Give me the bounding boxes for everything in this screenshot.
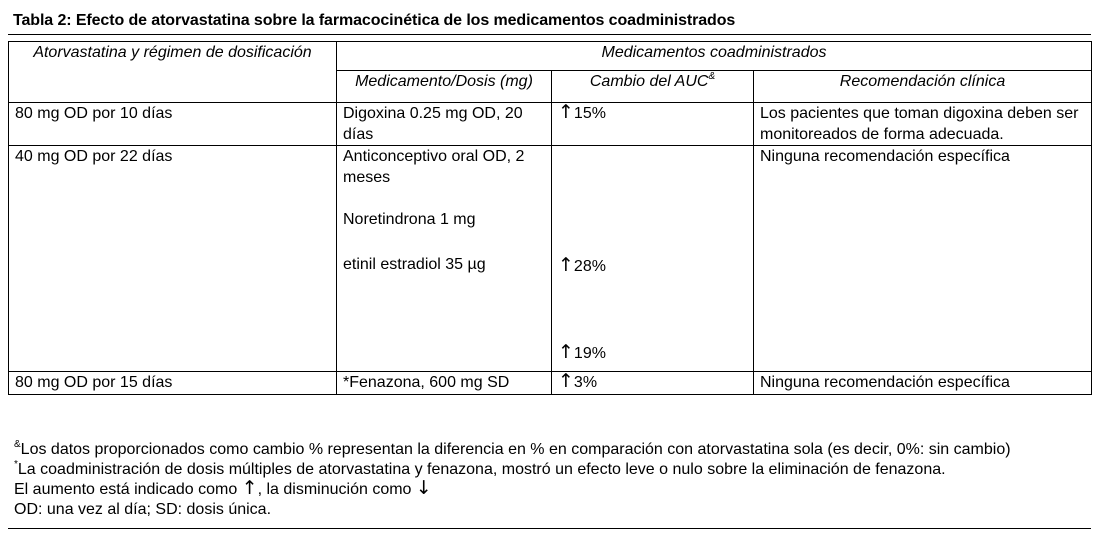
table-row	[9, 146, 1092, 372]
header-regimen: Atorvastatina y régimen de dosificación	[9, 42, 337, 103]
recommendation-cell: Ninguna recomendación específica	[754, 372, 1092, 395]
footnote-auc-marker: &	[14, 439, 21, 450]
auc-value: 15%	[573, 105, 606, 122]
table-title: Tabla 2: Efecto de atorvastatina sobre la farmacocinética de los medicamentos coadministrados	[13, 12, 736, 29]
footnote-abbreviations: OD: una vez al día; SD: dosis única.	[14, 501, 272, 518]
auc-line	[558, 343, 747, 364]
pharmacokinetics-table	[8, 41, 1092, 395]
arrow-up-icon: ↑	[558, 341, 574, 363]
header-drug-dose: Medicamento/Dosis (mg)	[337, 71, 552, 103]
auc-value: 3%	[573, 374, 598, 391]
regimen-cell: 80 mg OD por 10 días	[9, 103, 337, 146]
header-coadministered: Medicamentos coadministrados	[337, 42, 1092, 71]
auc-value: 19%	[573, 345, 606, 362]
auc-cell	[552, 103, 754, 146]
auc-line	[558, 256, 747, 277]
arrow-up-icon: ↑	[558, 370, 574, 392]
auc-value: 28%	[573, 258, 606, 275]
top-rule	[8, 34, 1091, 35]
regimen-cell: 40 mg OD por 22 días	[9, 146, 337, 372]
recommendation-cell: Los pacientes que toman digoxina deben ser monitoreados de forma adecuada.	[754, 103, 1092, 146]
table-footnotes	[14, 440, 1011, 520]
drug-line: Noretindrona 1 mg	[343, 211, 476, 228]
drug-line: etinil estradiol 35 µg	[343, 256, 486, 273]
drug-line: Anticonceptivo oral OD, 2 meses	[343, 148, 525, 186]
drug-cell: *Fenazona, 600 mg SD	[337, 372, 552, 395]
arrow-up-icon: ↑	[558, 101, 574, 123]
footnote-fenazona-text: La coadministración de dosis múltiples de atorvastatina y fenazona, mostró un efecto leve o nulo sobre la eliminación de fenazona.	[17, 461, 946, 478]
bottom-rule	[8, 528, 1091, 529]
footnote-arrows: El aumento está indicado como ↑, la disminución como ↓	[14, 477, 432, 499]
arrow-up-icon: ↑	[241, 477, 258, 499]
table-row	[9, 372, 1092, 395]
header-auc-superscript: &	[708, 71, 716, 82]
header-auc-change	[552, 71, 754, 103]
header-row-1	[9, 42, 1092, 71]
drug-cell: Digoxina 0.25 mg OD, 20 días	[337, 103, 552, 146]
auc-cell	[552, 372, 754, 395]
footnote-auc	[14, 440, 1011, 460]
footnote-fenazona-marker: *	[14, 459, 18, 470]
footnote-fenazona	[14, 460, 1011, 480]
table-row	[9, 103, 1092, 146]
header-auc-label: Cambio del AUC	[589, 73, 709, 90]
header-recommendation: Recomendación clínica	[754, 71, 1092, 103]
auc-cell	[552, 146, 754, 372]
arrow-up-icon: ↑	[558, 254, 574, 276]
regimen-cell: 80 mg OD por 15 días	[9, 372, 337, 395]
recommendation-cell: Ninguna recomendación específica	[754, 146, 1092, 372]
footnote-auc-text: Los datos proporcionados como cambio % representan la diferencia en % en comparación con atorvastatina sola (es decir, 0%: sin cambio)	[20, 441, 1011, 458]
arrow-down-icon: ↓	[415, 477, 432, 499]
drug-cell	[337, 146, 552, 372]
